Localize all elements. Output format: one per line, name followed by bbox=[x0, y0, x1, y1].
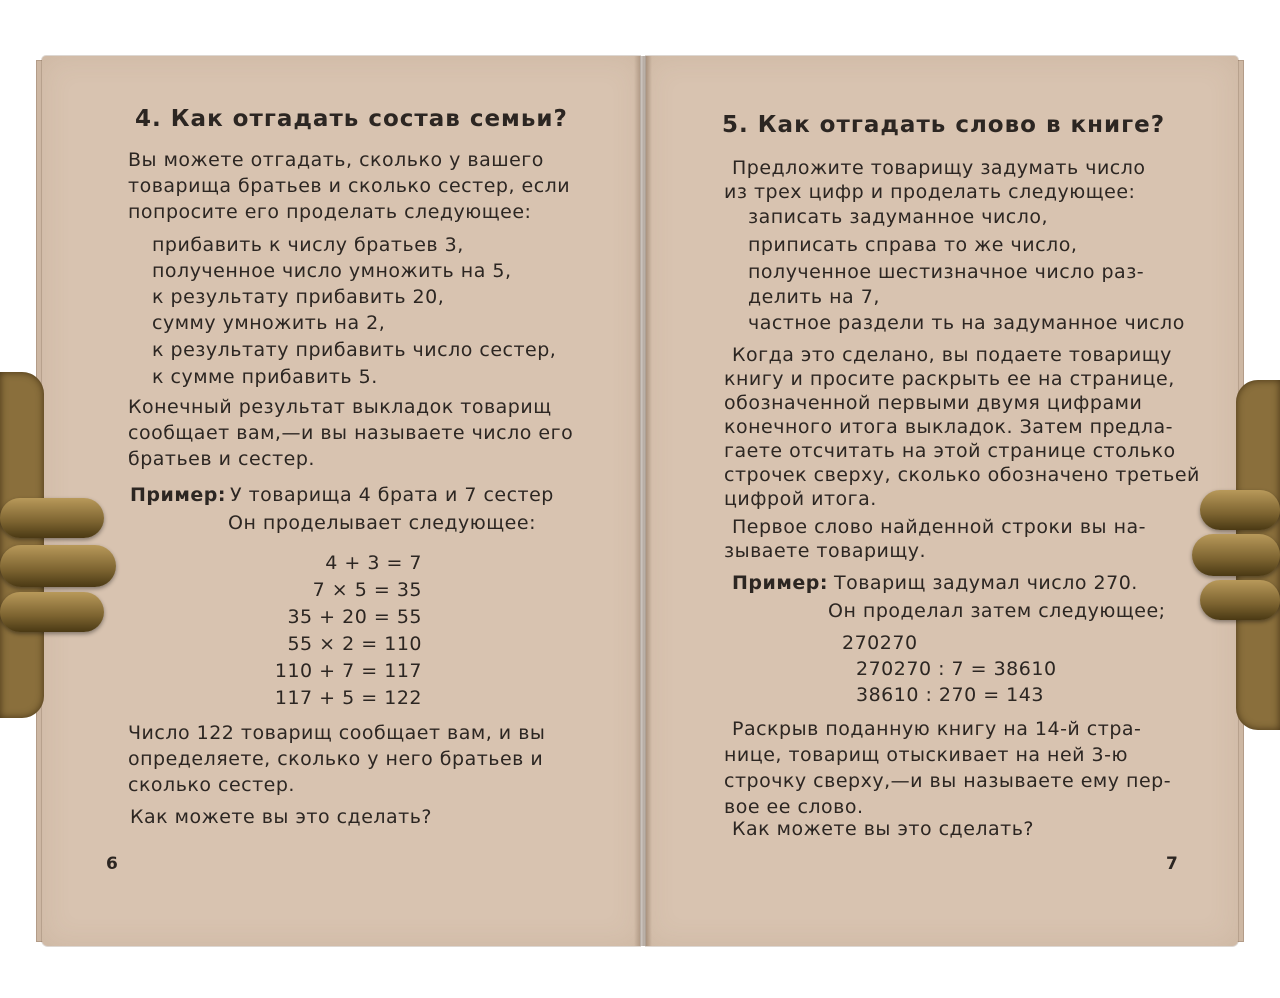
left-page-title: 4. Как отгадать состав семьи? bbox=[135, 106, 568, 132]
left-intro-line: попросите его проделать следующее: bbox=[128, 201, 532, 223]
left-example-text2: Он проделывает следующее: bbox=[228, 512, 536, 534]
right-question: Как можете вы это сделать? bbox=[732, 818, 1035, 840]
left-step: к результату прибавить число сестер, bbox=[152, 339, 557, 361]
right-conclusion-line: вое ее слово. bbox=[724, 796, 864, 818]
right-example-label: Пример: bbox=[732, 572, 828, 594]
left-calc-line: 117 + 5 = 122 bbox=[274, 687, 422, 709]
right-step: полученное шестизначное число раз- bbox=[748, 261, 1145, 283]
right-body-line: цифрой итога. bbox=[724, 488, 877, 510]
right-step: частное раздели ть на задуманное число bbox=[748, 312, 1185, 334]
right-step: делить на 7, bbox=[748, 286, 880, 308]
left-step: к сумме прибавить 5. bbox=[152, 366, 378, 388]
right-first-word-line: зываете товарищу. bbox=[724, 540, 927, 562]
left-intro-line: Вы можете отгадать, сколько у вашего bbox=[128, 149, 544, 171]
left-calc-line: 110 + 7 = 117 bbox=[274, 660, 422, 682]
left-conclusion-line: Число 122 товарищ сообщает вам, и вы bbox=[128, 722, 546, 744]
left-calc-line: 4 + 3 = 7 bbox=[325, 552, 422, 574]
right-holder-finger bbox=[1192, 534, 1280, 576]
right-calc-line: 270270 : 7 = 38610 bbox=[856, 658, 1057, 680]
right-step: записать задуманное число, bbox=[748, 206, 1049, 228]
right-body-line: Когда это сделано, вы подаете товарищу bbox=[732, 344, 1172, 366]
left-result-line: братьев и сестер. bbox=[128, 448, 315, 470]
left-example-text: У товарища 4 брата и 7 сестер bbox=[230, 484, 554, 506]
left-holder-finger bbox=[0, 545, 116, 587]
right-body-line: книгу и просите раскрыть ее на странице, bbox=[724, 368, 1175, 390]
left-conclusion-line: определяете, сколько у него братьев и bbox=[128, 748, 544, 770]
left-step: сумму умножить на 2, bbox=[152, 312, 386, 334]
right-step: приписать справа то же число, bbox=[748, 234, 1078, 256]
right-body-line: обозначенной первыми двумя цифрами bbox=[724, 392, 1143, 414]
left-page-number: 6 bbox=[106, 854, 119, 874]
left-holder-finger bbox=[0, 592, 104, 632]
right-page-number: 7 bbox=[1166, 854, 1179, 874]
left-step: полученное число умножить на 5, bbox=[152, 260, 512, 282]
left-step: прибавить к числу братьев 3, bbox=[152, 234, 464, 256]
right-intro-line: Предложите товарищу задумать число bbox=[732, 157, 1146, 179]
left-holder-finger bbox=[0, 498, 104, 538]
right-holder-finger bbox=[1200, 490, 1280, 530]
right-holder-finger bbox=[1200, 580, 1280, 620]
left-calc-line: 55 × 2 = 110 bbox=[287, 633, 422, 655]
right-example-text2: Он проделал затем следующее; bbox=[828, 600, 1166, 622]
right-first-word-line: Первое слово найденной строки вы на- bbox=[732, 516, 1146, 538]
left-page bbox=[42, 56, 640, 946]
right-body-line: гаете отсчитать на этой странице столько bbox=[724, 440, 1176, 462]
left-question: Как можете вы это сделать? bbox=[130, 806, 433, 828]
left-result-line: Конечный результат выкладок товарищ bbox=[128, 396, 552, 418]
left-calc-line: 35 + 20 = 55 bbox=[287, 606, 422, 628]
right-calc-line: 38610 : 270 = 143 bbox=[856, 684, 1044, 706]
right-conclusion-line: строчку сверху,—и вы называете ему пер- bbox=[724, 770, 1172, 792]
left-calc-line: 7 × 5 = 35 bbox=[312, 579, 422, 601]
book-gutter bbox=[634, 56, 652, 946]
right-intro-line: из трех цифр и проделать следующее: bbox=[724, 181, 1136, 203]
right-page-title: 5. Как отгадать слово в книге? bbox=[722, 112, 1166, 138]
right-calc-line: 270270 bbox=[842, 632, 918, 654]
left-step: к результату прибавить 20, bbox=[152, 286, 445, 308]
left-intro-line: товарища братьев и сколько сестер, если bbox=[128, 175, 571, 197]
left-result-line: сообщает вам,—и вы называете число его bbox=[128, 422, 574, 444]
left-conclusion-line: сколько сестер. bbox=[128, 774, 295, 796]
right-conclusion-line: нице, товарищ отыскивает на ней 3-ю bbox=[724, 744, 1128, 766]
right-example-text: Товарищ задумал число 270. bbox=[834, 572, 1138, 594]
right-conclusion-line: Раскрыв поданную книгу на 14-й стра- bbox=[732, 718, 1142, 740]
right-body-line: строчек сверху, сколько обозначено третьей bbox=[724, 464, 1200, 486]
right-body-line: конечного итога выкладок. Затем предла- bbox=[724, 416, 1174, 438]
left-example-label: Пример: bbox=[130, 484, 226, 506]
right-page bbox=[646, 56, 1238, 946]
